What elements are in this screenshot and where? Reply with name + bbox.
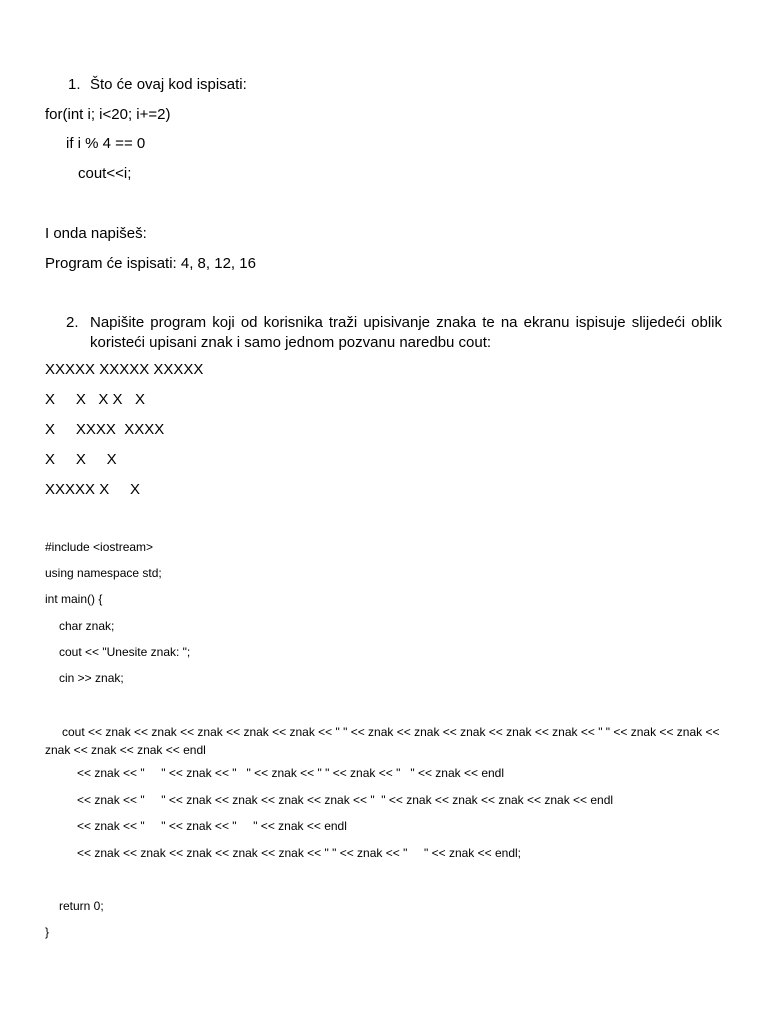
q1-intro: I onda napišeš: [45,225,147,242]
code-line-main: int main() { [45,592,103,606]
code-line-cout-row-4: << znak << " " << znak << " " << znak << endl [77,819,347,833]
code-line-return: return 0; [59,899,104,913]
pattern-line-1: XXXXX XXXXX XXXXX [45,361,204,378]
code-line-cout-row-3: << znak << " " << znak << znak << znak << znak << " " << znak << znak << znak << znak << endl [77,793,614,807]
q1-question: Što će ovaj kod ispisati: [90,76,247,93]
code-line-cin: cin >> znak; [59,671,124,685]
q1-number: 1. [68,76,81,93]
pattern-line-4: X X X [45,451,117,468]
code-line-char: char znak; [59,619,115,633]
q1-code-line-3: cout<<i; [78,165,132,182]
q2-question-block [66,313,722,353]
q2-number: 2. [66,314,79,331]
q1-code-line-1: for(int i; i<20; i+=2) [45,106,171,123]
pattern-line-5: XXXXX X X [45,481,141,498]
code-line-cout-row-5: << znak << znak << znak << znak << znak << " " << znak << " " << znak << endl; [77,846,521,860]
code-line-close-brace: } [45,925,50,939]
pattern-line-3: X XXXX XXXX [45,421,165,438]
code-line-cout-row-1: cout << znak << znak << znak << znak << znak << " " << znak << znak << znak << znak << znak << " " << znak << znak << znak << znak << znak << endl [45,725,723,757]
code-line-cout-row-2: << znak << " " << znak << " " << znak << " " << znak << " " << znak << endl [77,766,505,780]
pattern-line-2: X X X X X [45,391,146,408]
q1-answer: Program će ispisati: 4, 8, 12, 16 [45,255,256,272]
code-line-namespace: using namespace std; [45,566,162,580]
code-line-cout-prompt: cout << "Unesite znak: "; [59,645,191,659]
q2-question: Napišite program koji od korisnika traži upisivanje znaka te na ekranu ispisuje slijedeći oblik koristeći upisani znak i samo jednom pozvanu naredbu cout: [90,314,722,351]
code-line-include: #include <iostream> [45,540,154,554]
q1-code-line-2: if i % 4 == 0 [66,135,146,152]
